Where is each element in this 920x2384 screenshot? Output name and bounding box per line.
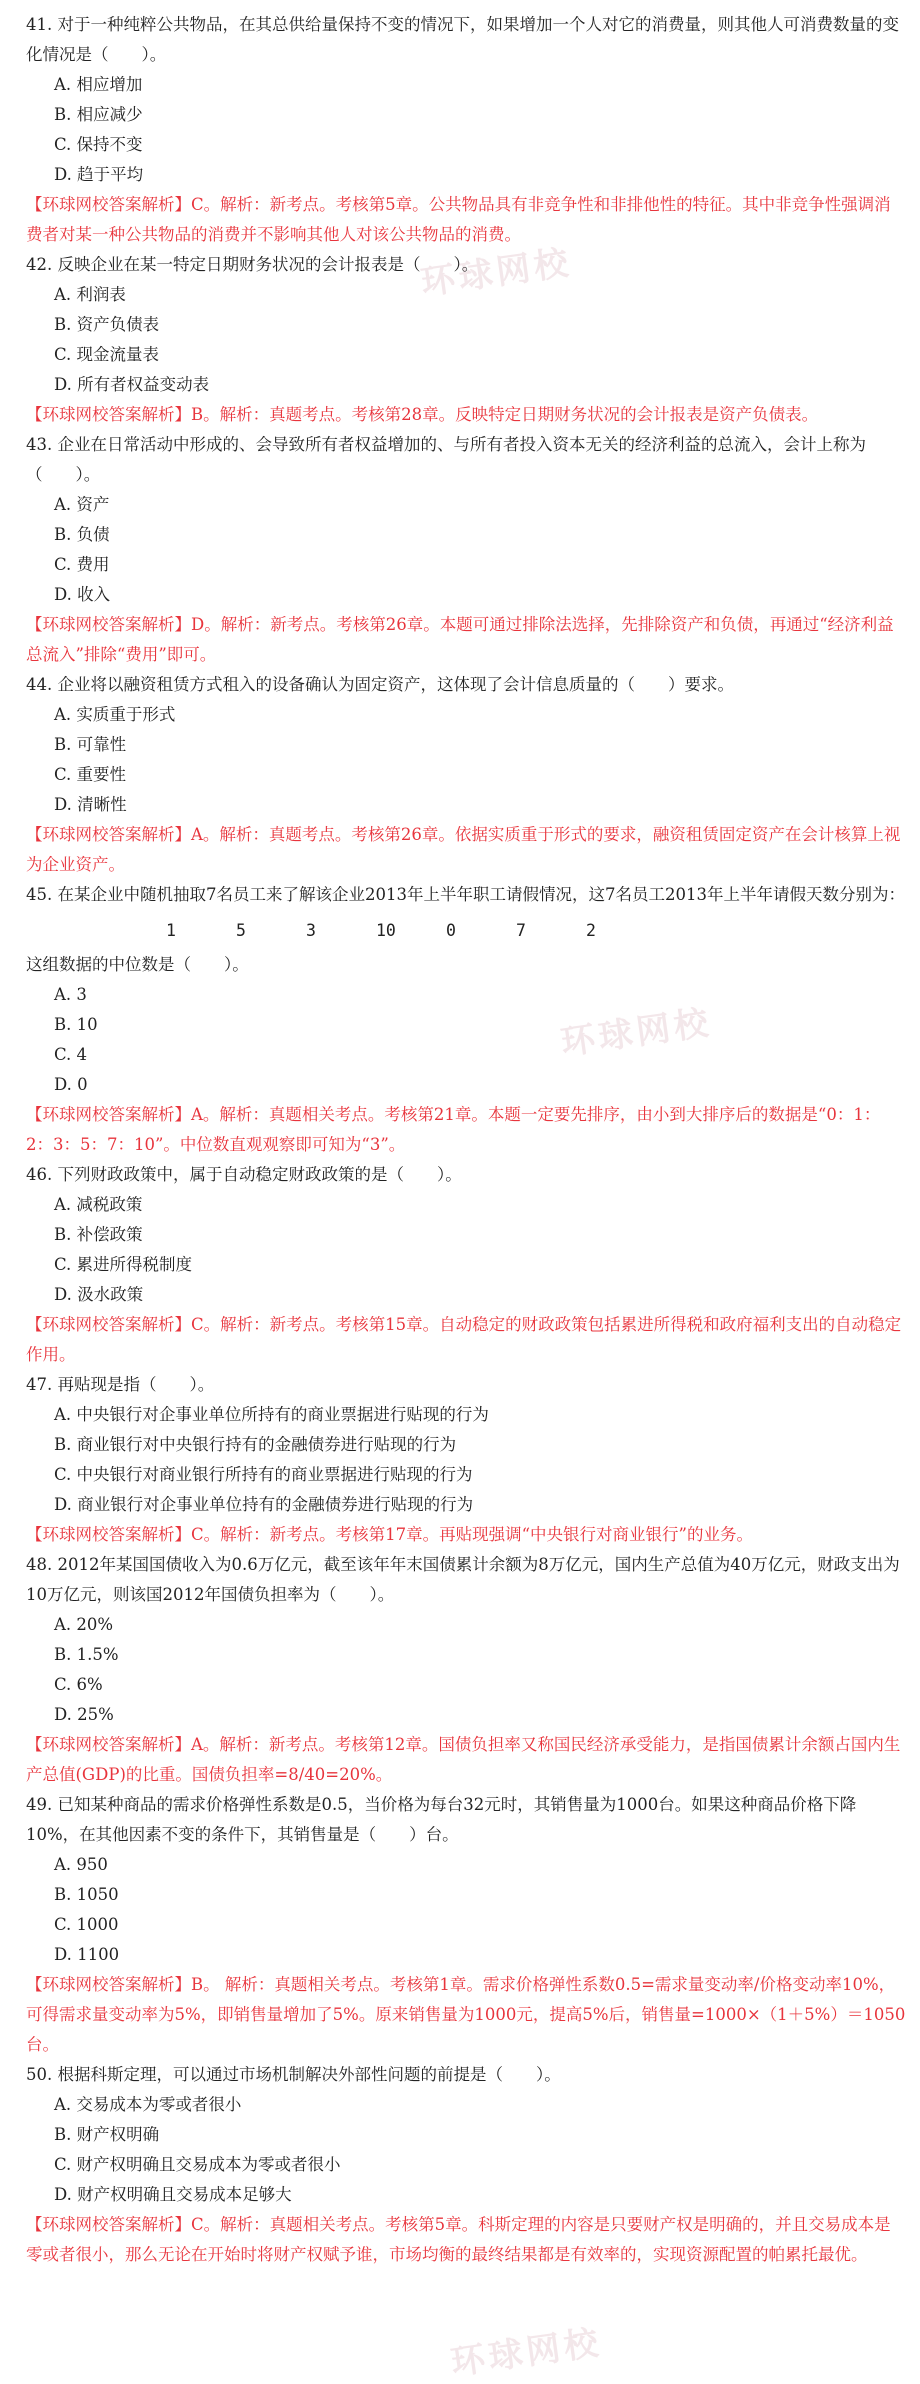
data-value: 5 (236, 921, 246, 940)
data-value: 2 (586, 921, 596, 940)
option-a: A. 相应增加 (54, 75, 143, 94)
option-b: B. 相应减少 (54, 105, 143, 124)
question-46 (26, 1160, 906, 1370)
option-a: A. 中央银行对企事业单位所持有的商业票据进行贴现的行为 (54, 1405, 489, 1424)
option-d: D. 0 (54, 1075, 88, 1094)
option-d: D. 商业银行对企事业单位持有的金融债券进行贴现的行为 (54, 1495, 474, 1514)
option-d: D. 财产权明确且交易成本足够大 (54, 2185, 292, 2204)
watermark: 环球网校 (558, 1002, 715, 1064)
question-43 (26, 430, 906, 670)
leave-days-data (166, 914, 906, 948)
option-d: D. 所有者权益变动表 (54, 375, 210, 394)
option-c: C. 现金流量表 (54, 345, 160, 364)
option-b: B. 商业银行对中央银行持有的金融债券进行贴现的行为 (54, 1435, 457, 1454)
watermark: 环球网校 (448, 2322, 605, 2384)
question-stem: 47. 再贴现是指（ ）。 (26, 1375, 215, 1394)
answer-analysis: 【环球网校答案解析】D。解析：新考点。考核第26章。本题可通过排除法选择，先排除资产和负债，再通过“经济利益总流入”排除“费用”即可。 (26, 615, 894, 664)
option-b: B. 10 (54, 1015, 98, 1034)
option-b: B. 资产负债表 (54, 315, 160, 334)
option-a: A. 减税政策 (54, 1195, 143, 1214)
option-a: A. 交易成本为零或者很小 (54, 2095, 242, 2114)
data-value: 3 (306, 921, 316, 940)
question-49 (26, 1790, 906, 2060)
answer-analysis: 【环球网校答案解析】A。解析：真题相关考点。考核第21章。本题一定要先排序，由小到大排序后的数据是“0：1：2：3：5：7：10”。中位数直观观察即可知为“3”。 (26, 1105, 881, 1154)
option-a: A. 20% (54, 1615, 114, 1634)
option-a: A. 950 (54, 1855, 108, 1874)
data-value: 10 (376, 921, 396, 940)
option-a: A. 资产 (54, 495, 110, 514)
question-stem: 42. 反映企业在某一特定日期财务状况的会计报表是（ ）。 (26, 255, 479, 274)
question-41 (26, 10, 906, 250)
watermark: 环球网校 (418, 242, 575, 304)
option-d: D. 25% (54, 1705, 114, 1724)
data-value: 1 (166, 921, 176, 940)
question-stem: 45. 在某企业中随机抽取7名员工来了解该企业2013年上半年职工请假情况，这7名员工2013年上半年请假天数分别为： (26, 885, 905, 904)
answer-analysis: 【环球网校答案解析】A。解析：新考点。考核第12章。国债负担率又称国民经济承受能力，是指国债累计余额占国内生产总值(GDP)的比重。国债负担率=8/40=20%。 (26, 1735, 901, 1784)
question-stem: 43. 企业在日常活动中形成的、会导致所有者权益增加的、与所有者投入资本无关的经济利益的总流入，会计上称为（ ）。 (26, 435, 866, 484)
option-c: C. 中央银行对商业银行所持有的商业票据进行贴现的行为 (54, 1465, 473, 1484)
option-a: A. 实质重于形式 (54, 705, 176, 724)
question-stem: 49. 已知某种商品的需求价格弹性系数是0.5，当价格为每台32元时，其销售量为1000台。如果这种商品价格下降10%，在其他因素不变的条件下，其销售量是（ ）台。 (26, 1795, 857, 1844)
answer-analysis: 【环球网校答案解析】C。解析：新考点。考核第15章。自动稳定的财政政策包括累进所得税和政府福利支出的自动稳定作用。 (26, 1315, 902, 1364)
option-c: C. 4 (54, 1045, 88, 1064)
option-d: D. 汲水政策 (54, 1285, 144, 1304)
answer-analysis: 【环球网校答案解析】B。 解析：真题相关考点。考核第1章。需求价格弹性系数0.5=需求量变动率/价格变动率10%，可得需求量变动率为5%，即销售量增加了5%。原来销售量为1000元，提高5%后，销售量=1000×（1＋5%）＝1050台。 (26, 1975, 906, 2054)
option-d: D. 收入 (54, 585, 111, 604)
option-d: D. 1100 (54, 1945, 120, 1964)
option-c: C. 6% (54, 1675, 103, 1694)
answer-analysis: 【环球网校答案解析】C。解析：新考点。考核第5章。公共物品具有非竞争性和非排他性的特征。其中非竞争性强调消费者对某一种公共物品的消费并不影响其他人对该公共物品的消费。 (26, 195, 891, 244)
question-48 (26, 1550, 906, 1790)
question-50 (26, 2060, 906, 2270)
question-stem: 41. 对于一种纯粹公共物品，在其总供给量保持不变的情况下，如果增加一个人对它的消费量，则其他人可消费数量的变化情况是（ ）。 (26, 15, 899, 64)
option-b: B. 补偿政策 (54, 1225, 143, 1244)
option-c: C. 累进所得税制度 (54, 1255, 193, 1274)
answer-analysis: 【环球网校答案解析】C。解析：新考点。考核第17章。再贴现强调“中央银行对商业银行”的业务。 (26, 1525, 753, 1544)
question-stem: 46. 下列财政政策中，属于自动稳定财政政策的是（ ）。 (26, 1165, 462, 1184)
answer-analysis: 【环球网校答案解析】B。解析：真题考点。考核第28章。反映特定日期财务状况的会计报表是资产负债表。 (26, 405, 819, 424)
data-value: 0 (446, 921, 456, 940)
option-c: C. 重要性 (54, 765, 127, 784)
option-c: C. 财产权明确且交易成本为零或者很小 (54, 2155, 341, 2174)
question-stem: 48. 2012年某国国债收入为0.6万亿元，截至该年年末国债累计余额为8万亿元，国内生产总值为40万亿元，财政支出为10万亿元，则该国2012年国债负担率为（ ）。 (26, 1555, 900, 1604)
option-a: A. 利润表 (54, 285, 126, 304)
option-b: B. 1050 (54, 1885, 119, 1904)
question-stem: 50. 根据科斯定理，可以通过市场机制解决外部性问题的前提是（ ）。 (26, 2065, 561, 2084)
question-47 (26, 1370, 906, 1550)
question-stem-continued: 这组数据的中位数是（ ）。 (26, 955, 249, 974)
option-b: B. 负债 (54, 525, 110, 544)
option-c: C. 费用 (54, 555, 110, 574)
question-list (26, 10, 906, 2270)
answer-analysis: 【环球网校答案解析】C。解析：真题相关考点。考核第5章。科斯定理的内容是只要财产权是明确的，并且交易成本是零或者很小，那么无论在开始时将财产权赋予谁，市场均衡的最终结果都是有效率的，实现资源配置的帕累托最优。 (26, 2215, 891, 2264)
option-d: D. 趋于平均 (54, 165, 144, 184)
data-value: 7 (516, 921, 526, 940)
question-44 (26, 670, 906, 880)
option-b: B. 财产权明确 (54, 2125, 160, 2144)
option-c: C. 保持不变 (54, 135, 143, 154)
option-c: C. 1000 (54, 1915, 119, 1934)
answer-analysis: 【环球网校答案解析】A。解析：真题考点。考核第26章。依据实质重于形式的要求，融资租赁固定资产在会计核算上视为企业资产。 (26, 825, 901, 874)
option-b: B. 1.5% (54, 1645, 119, 1664)
option-b: B. 可靠性 (54, 735, 127, 754)
option-d: D. 清晰性 (54, 795, 127, 814)
question-45 (26, 880, 906, 1160)
question-42 (26, 250, 906, 430)
option-a: A. 3 (54, 985, 87, 1004)
question-stem: 44. 企业将以融资租赁方式租入的设备确认为固定资产，这体现了会计信息质量的（ ）要求。 (26, 675, 734, 694)
